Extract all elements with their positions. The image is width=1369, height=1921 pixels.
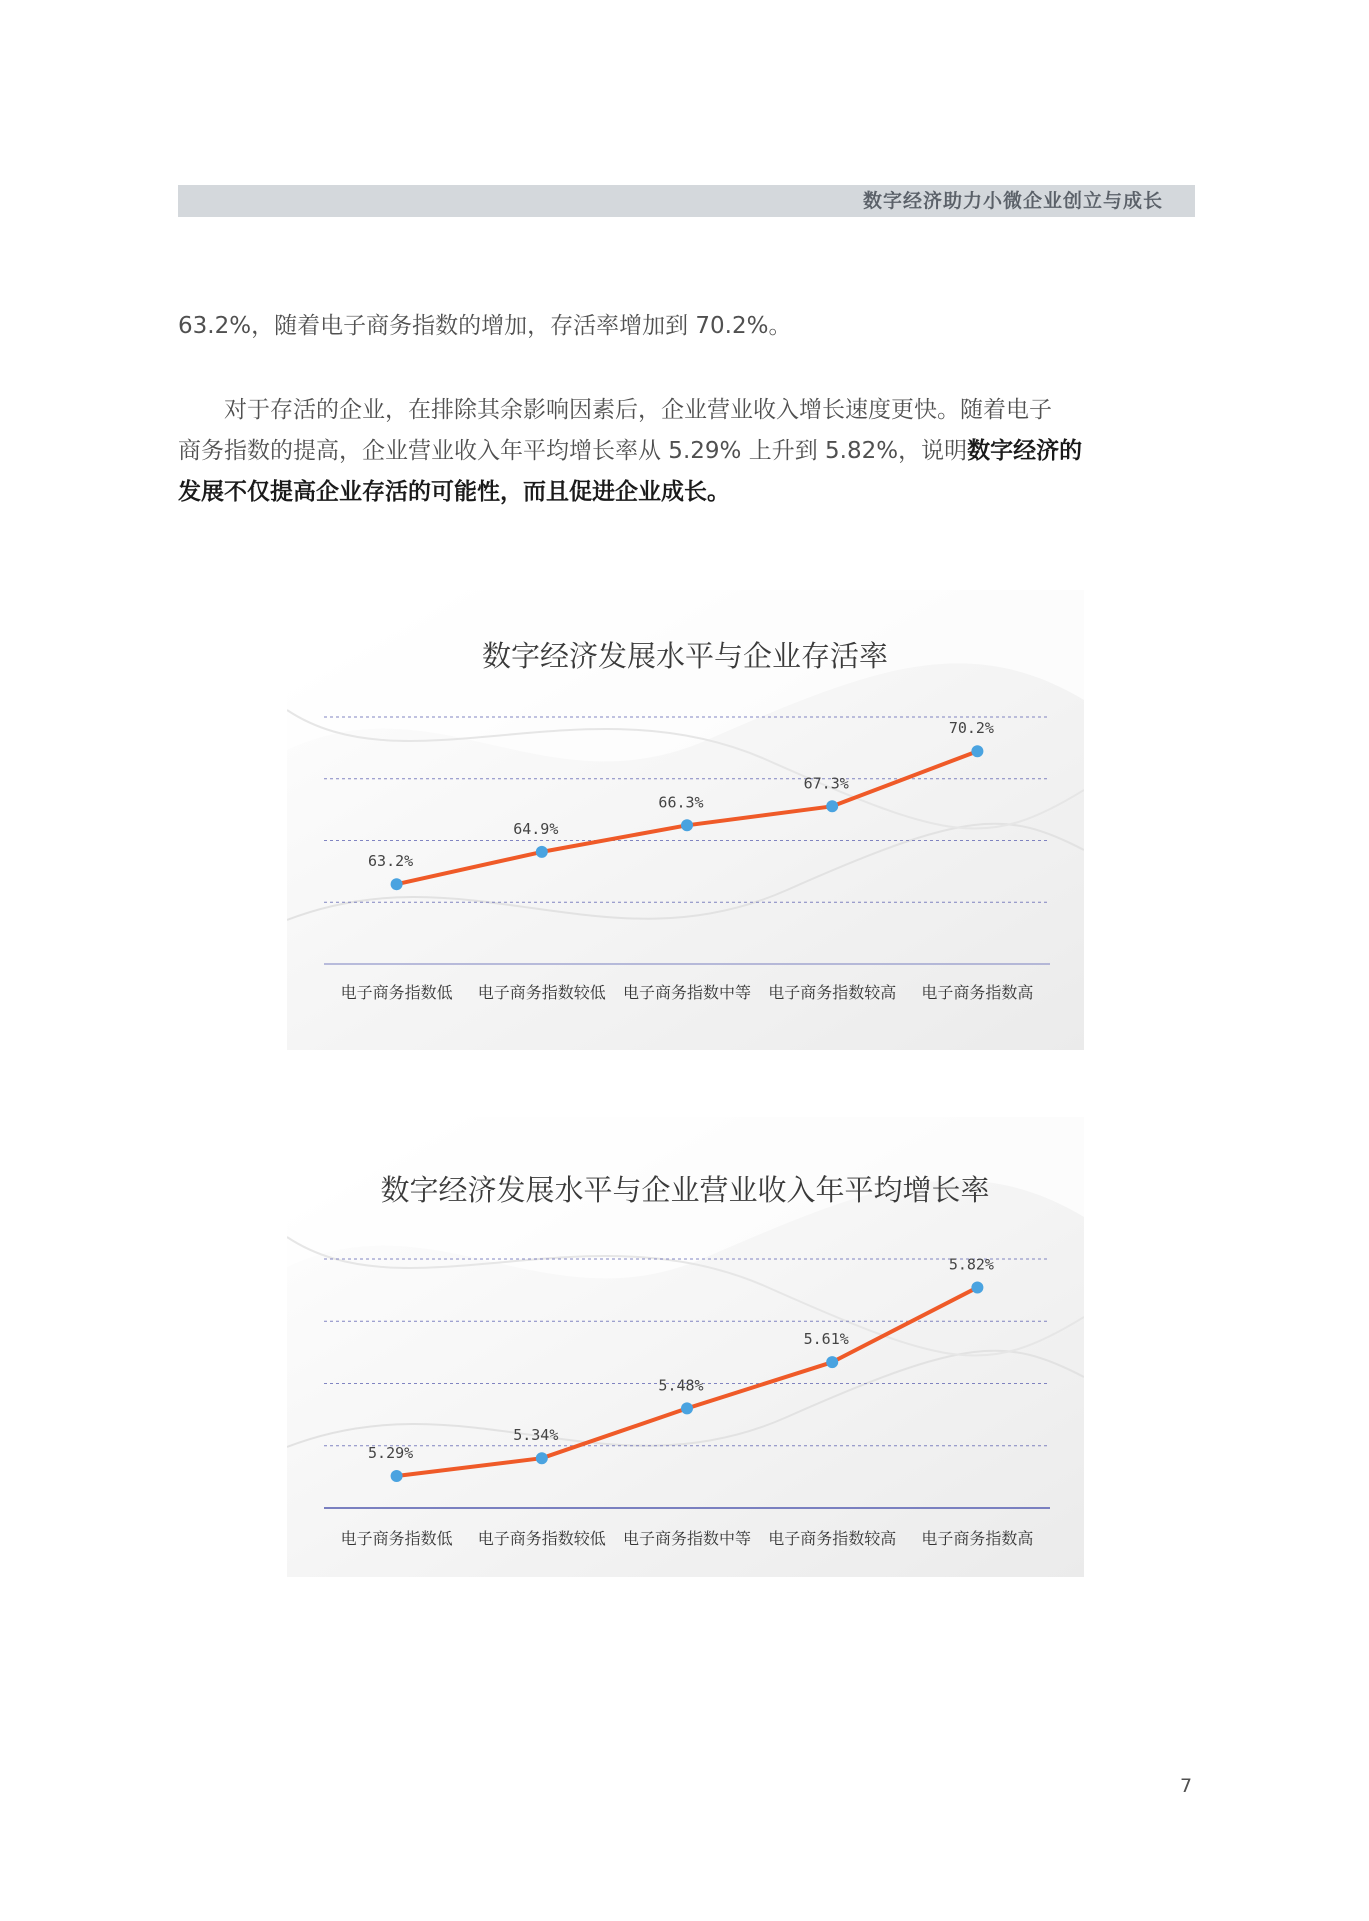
data-label: 5.48% [658, 1376, 704, 1395]
data-label: 67.3% [803, 774, 849, 793]
data-label: 70.2% [948, 719, 994, 738]
category-label: 电子商务指数高 [921, 1529, 1034, 1548]
data-point [826, 1356, 838, 1368]
data-point [681, 1402, 693, 1414]
paragraph-2-emphasis-2: 发展不仅提高企业存活的可能性，而且促进企业成长。 [178, 479, 730, 505]
chart-title: 数字经济发展水平与企业营业收入年平均增长率 [380, 1173, 990, 1207]
paragraph-2-line-1: 对于存活的企业，在排除其余影响因素后，企业营业收入增长速度更快。随着电子 [224, 397, 1052, 423]
data-label: 64.9% [513, 819, 559, 838]
data-label: 63.2% [368, 852, 414, 871]
category-label: 电子商务指数中等 [622, 983, 752, 1002]
category-label: 电子商务指数较高 [768, 1529, 897, 1548]
category-label: 电子商务指数中等 [622, 1529, 752, 1548]
page-number: 7 [1180, 1775, 1193, 1797]
data-point [971, 1281, 983, 1293]
revenue-growth-chart-svg [287, 1117, 1084, 1577]
data-point [971, 745, 983, 757]
survival-rate-chart [287, 590, 1084, 1050]
category-label: 电子商务指数较低 [477, 1529, 606, 1548]
survival-rate-chart-svg [287, 590, 1084, 1050]
running-header-bar [178, 185, 1195, 217]
paragraph-2-line-2 [178, 431, 1195, 472]
data-label: 5.61% [803, 1330, 849, 1349]
running-header-title: 数字经济助力小微企业创立与成长 [862, 190, 1163, 212]
category-label: 电子商务指数低 [340, 983, 453, 1002]
data-label: 5.34% [513, 1426, 559, 1445]
data-point [536, 1452, 548, 1464]
data-label: 5.82% [948, 1255, 994, 1274]
data-point [391, 878, 403, 890]
category-label: 电子商务指数较高 [768, 983, 897, 1002]
data-point [391, 1470, 403, 1482]
data-label: 5.29% [368, 1443, 414, 1462]
paragraph-2 [178, 390, 1195, 513]
category-label: 电子商务指数较低 [477, 983, 606, 1002]
data-point [536, 846, 548, 858]
paragraph-1: 63.2%，随着电子商务指数的增加，存活率增加到 70.2%。 [178, 313, 792, 339]
paragraph-2-line-2-text: 商务指数的提高，企业营业收入年平均增长率从 5.29% 上升到 5.82%，说明 [178, 438, 968, 464]
revenue-growth-chart [287, 1117, 1084, 1577]
paragraph-2-emphasis-1: 数字经济的 [967, 438, 1083, 464]
category-label: 电子商务指数低 [340, 1529, 453, 1548]
data-point [681, 819, 693, 831]
chart-title: 数字经济发展水平与企业存活率 [481, 639, 889, 673]
data-point [826, 800, 838, 812]
category-label: 电子商务指数高 [921, 983, 1034, 1002]
data-label: 66.3% [658, 793, 704, 812]
